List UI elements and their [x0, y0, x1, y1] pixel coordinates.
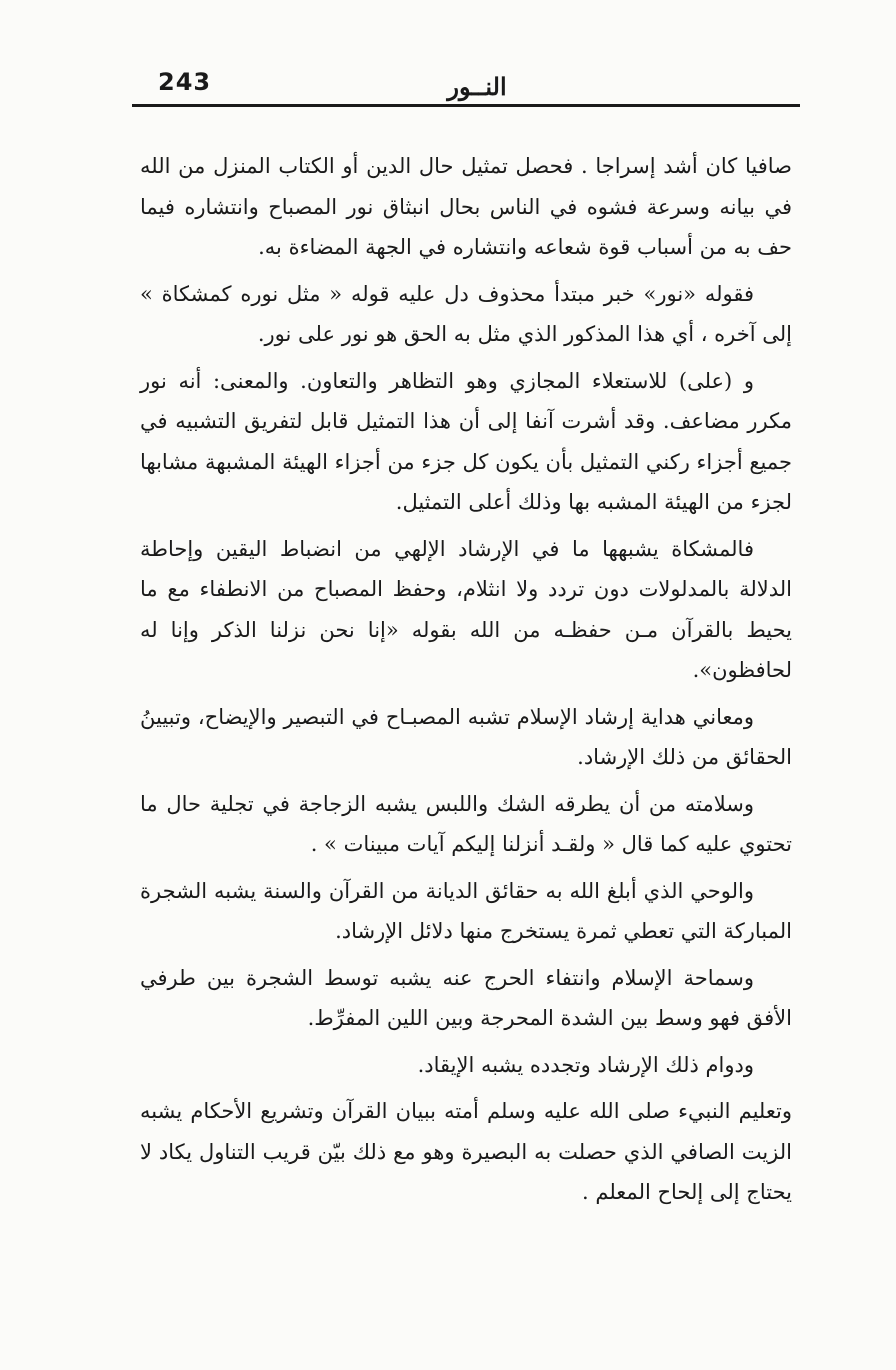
paragraph: و (على) للاستعلاء المجازي وهو التظاهر والتعاون. والمعنى: أنه نور مكرر مضاعف. وقد أشرت آنفا إلى أن هذا التمثيل قابل لتفريق التشبيه في جميع أجزاء ركني التمثيل بأن يكون كل جزء من أجزاء الهيئة المشبهة مشابها لجزء من الهيئة المشبه بها وذلك أعلى التمثيل.	[140, 368, 792, 514]
paragraph: فقوله «نور» خبر مبتدأ محذوف دل عليه قوله « مثل نوره كمشكاة » إلى آخره ، أي هذا المذكور الذي مثل به الحق هو نور على نور.	[140, 281, 792, 346]
paragraph: ومعاني هداية إرشاد الإسلام تشبه المصبـاح في التبصير والإيضاح، وتبيينُ الحقائق من ذلك الإرشاد.	[140, 704, 792, 769]
running-title: النــور	[447, 72, 507, 101]
paragraph: صافيا كان أشد إسراجا . فحصل تمثيل حال الدين أو الكتاب المنزل من الله في بيانه وسرعة فشوه في الناس بحال انبثاق نور المصباح وانتشاره فيما حف به من أسباب قوة شعاعه وانتشاره في الجهة المضاءة به.	[140, 154, 792, 259]
page-number: 243	[158, 68, 212, 96]
header-rule	[132, 104, 800, 107]
paragraph: وسلامته من أن يطرقه الشك واللبس يشبه الزجاجة في تجلية حال ما تحتوي عليه كما قال « ولقـد أنزلنا إليكم آيات مبينات » .	[140, 791, 792, 856]
body-text	[140, 146, 792, 1219]
paragraph: وتعليم النبيء صلى الله عليه وسلم أمته ببيان القرآن وتشريع الأحكام يشبه الزيت الصافي الذي حصلت به البصيرة وهو مع ذلك بيّن قريب التناول يكاد لا يحتاج إلى إلحاح المعلم .	[140, 1099, 793, 1204]
paragraph: وسماحة الإسلام وانتفاء الحرج عنه يشبه توسط الشجرة بين طرفي الأفق فهو وسط بين الشدة المحرجة وبين اللين المفرِّط.	[140, 965, 792, 1030]
paragraph: ودوام ذلك الإرشاد وتجدده يشبه الإيقاد.	[417, 1052, 754, 1077]
paragraph: فالمشكاة يشبهها ما في الإرشاد الإلهي من انضباط اليقين وإحاطة الدلالة بالمدلولات دون تردد ولا انثلام، وحفظ المصباح من الانطفاء مع ما يحيط بالقرآن مـن حفظـه من الله بقوله «إنا نحن نزلنا الذكر وإنا له لحافظون».	[140, 536, 792, 682]
paragraph: والوحي الذي أبلغ الله به حقائق الديانة من القرآن والسنة يشبه الشجرة المباركة التي تعطي ثمرة يستخرج منها دلائل الإرشاد.	[140, 878, 792, 943]
page-header	[132, 60, 800, 106]
